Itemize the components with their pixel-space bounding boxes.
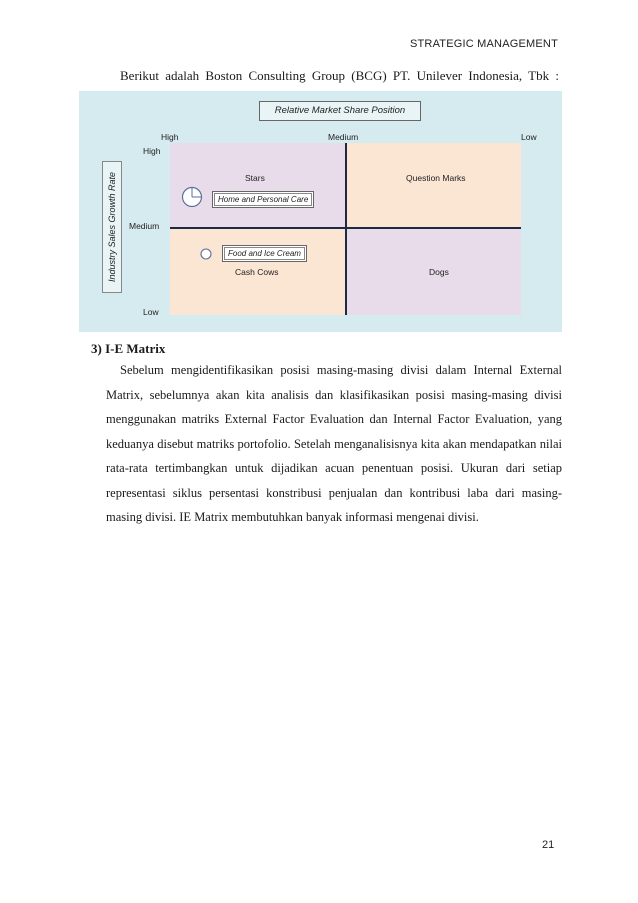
food-ice-cream-circle-icon [200, 248, 212, 260]
x-label-high: High [161, 132, 179, 142]
quadrant-label-dogs: Dogs [429, 267, 449, 277]
quadrant-label-stars: Stars [245, 173, 265, 183]
division-food-ice-cream-label: Food and Ice Cream [224, 247, 305, 260]
x-label-low: Low [521, 132, 537, 142]
section-heading: 3) I-E Matrix [91, 341, 166, 356]
quadrant-label-question-marks: Question Marks [406, 173, 466, 183]
y-label-medium: Medium [129, 221, 160, 231]
x-label-medium: Medium [328, 132, 359, 142]
quadrant-label-cash-cows: Cash Cows [235, 267, 279, 277]
home-personal-care-pie-icon [181, 186, 203, 208]
division-food-ice-cream [222, 245, 307, 262]
bcg-x-axis-title: Relative Market Share Position [259, 101, 421, 121]
division-home-personal-care [212, 191, 314, 208]
bcg-y-axis-title: Industry Sales Growth Rate [107, 171, 117, 283]
running-header: STRATEGIC MANAGEMENT [409, 38, 558, 50]
division-home-personal-care-label: Home and Personal Care [214, 193, 312, 206]
y-label-high: High [143, 146, 161, 156]
vertical-divider [345, 143, 347, 315]
page-number: 21 [542, 839, 555, 851]
intro-sentence: Berikut adalah Boston Consulting Group (BCG) PT. Unilever Indonesia, Tbk : [120, 68, 559, 83]
bcg-matrix-figure [79, 91, 562, 332]
section-paragraph: Sebelum mengidentifikasikan posisi masing-masing divisi dalam Internal External Matrix, sebelumnya akan kita analisis dan klasifikasikan posisi masing-masing divisi menggunakan matriks External Factor Evaluation dan Internal Factor Evaluation, yang keduanya disebut matriks portofolio. Setelah menganalisisnya kita akan mendapatkan nilai rata-rata tertimbangkan untuk dijadikan acuan penentuan posisi. Ukuran dari setiap representasi siklus persentasi konstribusi penjualan dan kontribusi laba dari masing-masing divisi. IE Matrix membutuhkan banyak informasi mengenai divisi. [106, 363, 562, 524]
quadrant-question-marks [346, 143, 521, 228]
y-label-low: Low [143, 307, 159, 317]
horizontal-divider [170, 227, 521, 229]
bcg-y-axis-title-box [102, 161, 122, 293]
